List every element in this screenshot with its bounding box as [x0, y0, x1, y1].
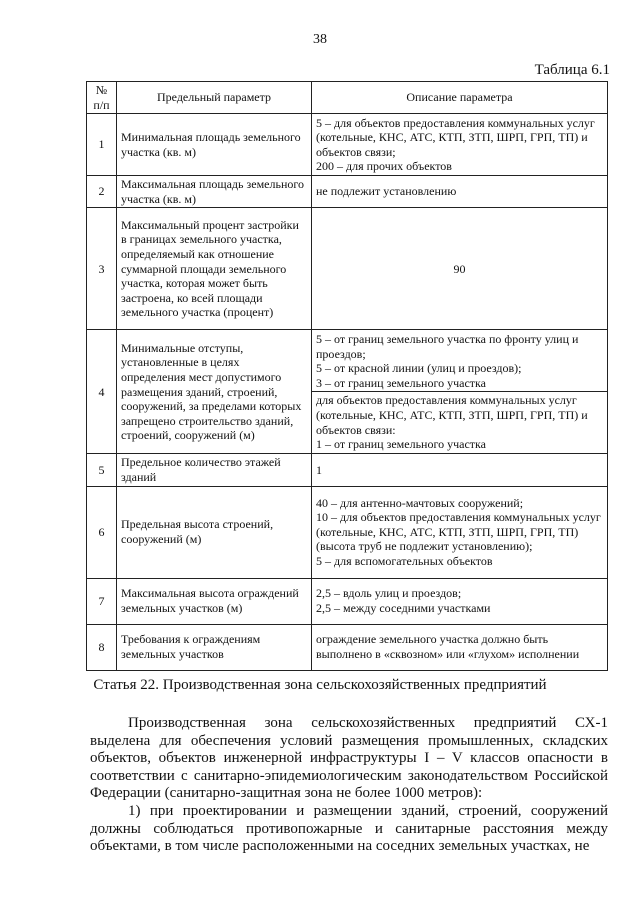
description-line: 40 – для антенно-мачтовых сооружений;: [316, 495, 524, 510]
row-parameter: Минимальные отступы, установленные в целях определения мест допустимого размещения зданий, строений, сооружений, за пределами которых запрещено строительство зданий, строений, сооружений (м): [117, 330, 312, 454]
row-description: [312, 114, 608, 176]
row-number: 3: [87, 208, 117, 330]
row-description: [312, 578, 608, 624]
row-parameter: Предельное количество этажей зданий: [117, 454, 312, 486]
page-number: 38: [313, 32, 327, 47]
row-description: ограждение земельного участка должно быть выполнено в «сквозном» или «глухом» исполнении: [312, 624, 608, 670]
description-line: 10 – для объектов предоставления коммунальных услуг (котельные, КНС, АТС, КТП, ЗТП, ШРП, ГРП, ТП) (высота труб не подлежит установлению);: [316, 510, 601, 554]
description-line: 3 – от границ земельного участка: [316, 375, 486, 390]
table-row: [87, 330, 608, 454]
header-description: Описание параметра: [312, 82, 608, 114]
row-number: 8: [87, 624, 117, 670]
header-parameter: Предельный параметр: [117, 82, 312, 114]
row-parameter: Минимальная площадь земельного участка (кв. м): [117, 114, 312, 176]
description-block-a: [312, 331, 607, 391]
description-line: 2,5 – между соседними участками: [316, 601, 491, 616]
row-parameter: Максимальная площадь земельного участка (кв. м): [117, 176, 312, 208]
table-row: [87, 176, 608, 208]
row-parameter: Максимальная высота ограждений земельных участков (м): [117, 578, 312, 624]
description-line: для объектов предоставления коммунальных услуг (котельные, КНС, АТС, КТП, ЗТП, ШРП, ГРП, ТП) и объектов связи:: [316, 393, 588, 437]
table-row: [87, 454, 608, 486]
parameters-table: [86, 81, 608, 671]
header-number: № п/п: [87, 82, 117, 114]
body-paragraph: 1) при проектировании и размещении зданий, строений, сооружений должны соблюдаться противопожарные и санитарные расстояния между объектами, в том числе расположенными на соседних земельных участках, не: [90, 803, 608, 854]
table-label: Таблица 6.1: [534, 62, 610, 78]
table-row: [87, 208, 608, 330]
row-number: 2: [87, 176, 117, 208]
row-number: 7: [87, 578, 117, 624]
body-paragraph: Производственная зона сельскохозяйственных предприятий СХ-1 выделена для обеспечения условий размещения промышленных, складских объектов, объектов инженерной инфраструктуры I – V классов опасности в соответствии с санитарно-эпидемиологическим законодательством Российской Федерации (санитарно-защитная зона не более 1000 метров):: [90, 715, 608, 801]
row-parameter: Предельная высота строений, сооружений (м): [117, 486, 312, 578]
description-line: 200 – для прочих объектов: [316, 159, 452, 174]
article-heading: Статья 22. Производственная зона сельскохозяйственных предприятий: [93, 677, 547, 693]
row-description: [312, 486, 608, 578]
description-line: 5 – от границ земельного участка по фронту улиц и проездов;: [316, 332, 579, 361]
row-parameter: Требования к ограждениям земельных участков: [117, 624, 312, 670]
table-row: [87, 114, 608, 176]
description-line: 2,5 – вдоль улиц и проездов;: [316, 586, 462, 601]
row-description: не подлежит установлению: [312, 176, 608, 208]
row-number: 6: [87, 486, 117, 578]
row-description: 90: [312, 208, 608, 330]
description-block-b: [312, 391, 607, 452]
table-header-row: [87, 82, 608, 114]
description-line: 5 – от красной линии (улиц и проездов);: [316, 361, 522, 376]
table-row: [87, 486, 608, 578]
description-line: 5 – для вспомогательных объектов: [316, 553, 493, 568]
description-line: 1 – от границ земельного участка: [316, 437, 486, 452]
table-row: [87, 578, 608, 624]
row-number: 4: [87, 330, 117, 454]
row-number: 5: [87, 454, 117, 486]
description-line: 5 – для объектов предоставления коммунальных услуг (котельные, КНС, АТС, КТП, ЗТП, ШРП, ГРП, ТП) и объектов связи;: [316, 115, 595, 159]
row-number: 1: [87, 114, 117, 176]
row-description: [312, 330, 608, 454]
row-parameter: Максимальный процент застройки в границах земельного участка, определяемый как отношение суммарной площади земельного участка, которая может быть застроена, ко всей площади земельного участка (процент): [117, 208, 312, 330]
row-description: 1: [312, 454, 608, 486]
table-row: [87, 624, 608, 670]
